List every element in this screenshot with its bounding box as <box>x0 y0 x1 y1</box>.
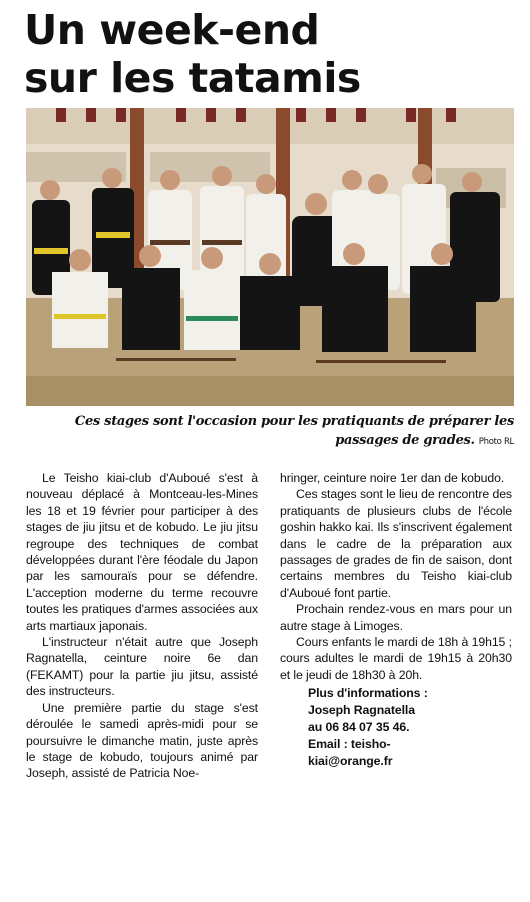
caption-text: Ces stages sont l'occasion pour les pratiquants de préparer les passages de grades. <box>74 414 514 448</box>
contact-info <box>280 685 512 770</box>
article-column-2 <box>280 470 512 770</box>
paragraph: hringer, ceinture noire 1er dan de kobudo. <box>280 471 505 485</box>
paragraph: Prochain rendez-vous en mars pour un autre stage à Limoges. <box>280 602 512 633</box>
paragraph: L'instructeur n'était autre que Joseph Ragnatella, ceinture noire 6e dan (FEKAMT) pour la partie jiu jitsu, assisté des instructeurs. <box>26 635 258 699</box>
paragraph: Le Teisho kiai-club d'Auboué s'est à nouveau déplacé à Montceau-les-Mines les 18 et 19 février pour participer à des stages de jiu jitsu et de kobudo. Le jiu jitsu regroupe des techniques de combat développées durant l'ère féodale du Japon par les samouraïs pour se défendre. L'acception moderne du terme recouvre toutes les pratiques d'armes associées aux arts martiaux japonais. <box>26 471 258 633</box>
contact-phone: au 06 84 07 35 46. <box>308 720 410 735</box>
paragraph: Une première partie du stage s'est déroulée le samedi après-midi pour se poursuivre le dimanche matin, juste après le stage de kobudo, toujours animé par Joseph, assisté de Patricia Noe- <box>26 700 258 781</box>
paragraph: Ces stages sont le lieu de rencontre des pratiquants de plusieurs clubs de l'école goshin hakko kai. Ils s'inscrivent également dans le cadre de la préparation aux passages de grades de fin de saison, dont certains membres du Teisho kiai-club d'Auboué font partie. <box>280 487 512 600</box>
headline-line-2: sur les tatamis <box>24 54 361 102</box>
contact-name: Joseph Ragnatella <box>308 703 415 718</box>
paragraph: Cours enfants le mardi de 18h à 19h15 ; cours adultes le mardi de 19h15 à 20h30 et le jeudi de 18h30 à 20h. <box>280 635 512 682</box>
group-photo <box>26 108 514 406</box>
headline-line-1: Un week-end <box>24 6 320 54</box>
info-heading: Plus d'informations : <box>308 686 428 701</box>
contact-email: kiai@orange.fr <box>308 754 393 769</box>
photo-credit: Photo RL <box>478 437 514 447</box>
photo-caption <box>26 412 514 452</box>
article-headline <box>24 6 524 102</box>
article-column-1 <box>26 470 258 782</box>
contact-email-label: Email : teisho- <box>308 737 391 752</box>
